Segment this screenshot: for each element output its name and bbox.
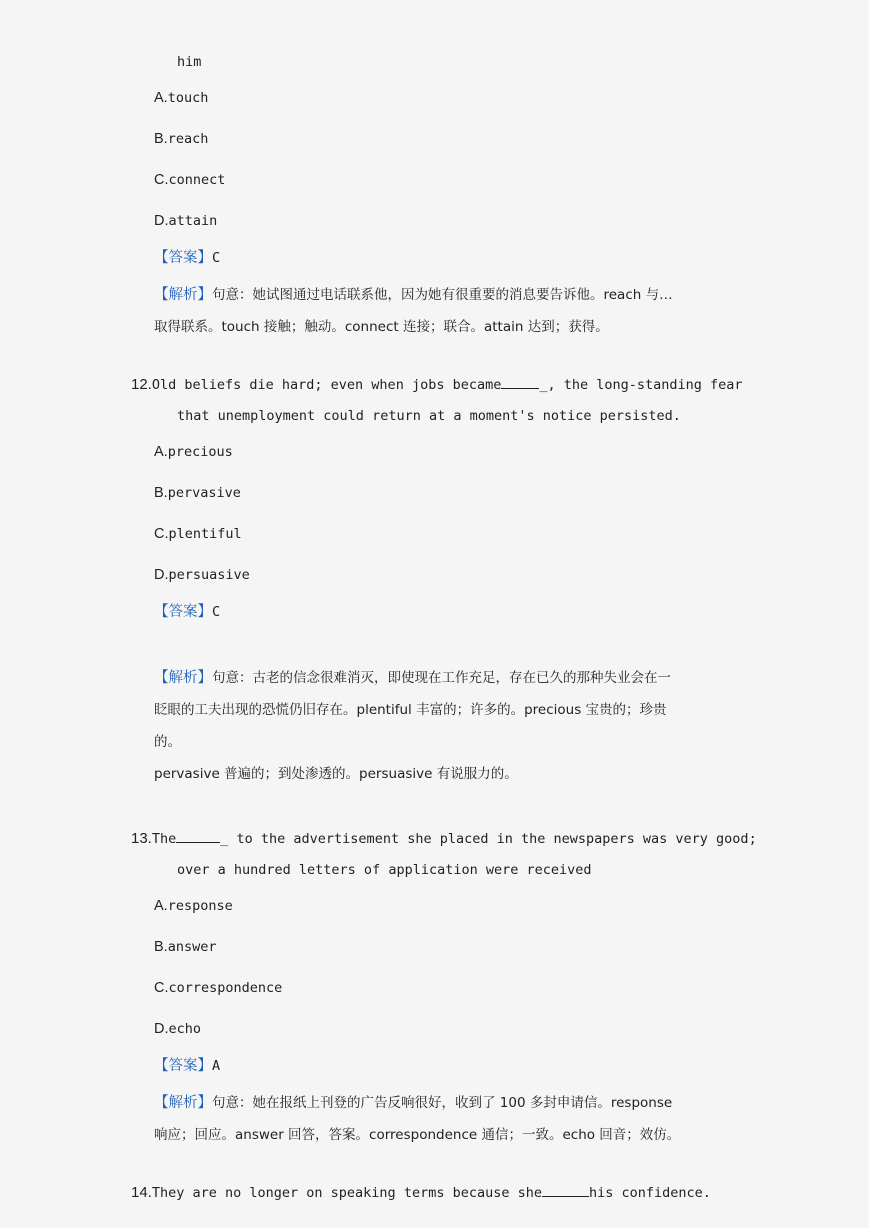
option-text: attain xyxy=(168,213,218,229)
analysis-tag: 【解析】 xyxy=(154,287,212,303)
q13-option-c[interactable] xyxy=(154,978,282,998)
blank-suffix: _ xyxy=(539,377,548,393)
option-letter: D. xyxy=(154,1021,169,1037)
analysis-text: 句意：她试图通过电话联系他，因为她有很重要的消息要告诉他。reach 与… xyxy=(212,287,673,303)
q13-option-b[interactable] xyxy=(154,937,216,957)
q11-analysis-line-2: 取得联系。touch 接触；触动。connect 连接；联合。attain 达到；获得。 xyxy=(154,319,609,335)
answer-value: C xyxy=(212,604,221,620)
option-letter: A. xyxy=(154,90,168,106)
q11-option-b[interactable] xyxy=(154,129,208,149)
q12-analysis-line-4: pervasive 普遍的；到处渗透的。persuasive 有说服力的。 xyxy=(154,766,518,782)
analysis-text: 句意：她在报纸上刊登的广告反响很好，收到了 100 多封申请信。response xyxy=(212,1095,673,1111)
q13-analysis-line-1 xyxy=(154,1093,672,1113)
option-text: reach xyxy=(167,131,209,147)
stem-text: Old beliefs die hard; even when jobs became xyxy=(151,377,502,393)
analysis-tag: 【解析】 xyxy=(154,1095,212,1111)
analysis-text: 句意：古老的信念很难消灭，即使现在工作充足，存在已久的那种失业会在一 xyxy=(212,670,671,686)
option-letter: A. xyxy=(154,444,168,460)
q11-stem-tail: him xyxy=(177,54,202,70)
option-text: response xyxy=(167,898,233,914)
option-text: precious xyxy=(167,444,233,460)
q12-option-a[interactable] xyxy=(154,442,233,462)
q14-stem-line-1 xyxy=(131,1182,711,1203)
q12-option-d[interactable] xyxy=(154,565,250,585)
option-text: echo xyxy=(168,1021,202,1037)
option-text: persuasive xyxy=(168,567,250,583)
option-letter: C. xyxy=(154,526,169,542)
q13-analysis-line-2: 响应；回应。answer 回答，答案。correspondence 通信；一致。echo 回音；效仿。 xyxy=(154,1127,681,1143)
q12-analysis-line-3: 的。 xyxy=(154,734,181,750)
option-letter: C. xyxy=(154,980,169,996)
q13-answer xyxy=(154,1056,220,1076)
q12-answer xyxy=(154,602,220,622)
question-number: 13. xyxy=(131,830,152,847)
stem-text: The xyxy=(151,831,177,847)
q12-option-c[interactable] xyxy=(154,524,242,544)
option-text: touch xyxy=(167,90,209,106)
answer-blank xyxy=(176,828,220,843)
answer-value: C xyxy=(212,250,221,266)
blank-suffix: _ xyxy=(220,831,229,847)
q13-option-a[interactable] xyxy=(154,896,233,916)
q11-answer xyxy=(154,248,220,268)
option-letter: B. xyxy=(154,131,168,147)
option-letter: A. xyxy=(154,898,168,914)
q11-analysis-line-1 xyxy=(154,285,673,305)
option-text: connect xyxy=(168,172,226,188)
option-letter: C. xyxy=(154,172,169,188)
q12-stem-line-2: that unemployment could return at a moment's notice persisted. xyxy=(177,408,681,424)
answer-tag: 【答案】 xyxy=(154,604,212,620)
q12-stem-line-1 xyxy=(131,374,743,395)
option-letter: D. xyxy=(154,213,169,229)
answer-value: A xyxy=(212,1058,221,1074)
answer-blank xyxy=(501,374,539,389)
answer-tag: 【答案】 xyxy=(154,1058,212,1074)
stem-text: to the advertisement she placed in the newspapers was very good; xyxy=(228,831,757,847)
q13-option-d[interactable] xyxy=(154,1019,201,1039)
q11-option-a[interactable] xyxy=(154,88,208,108)
stem-text: his confidence. xyxy=(589,1185,711,1201)
answer-tag: 【答案】 xyxy=(154,250,212,266)
q12-analysis-line-1 xyxy=(154,668,671,688)
q11-option-d[interactable] xyxy=(154,211,217,231)
analysis-tag: 【解析】 xyxy=(154,670,212,686)
q12-option-b[interactable] xyxy=(154,483,241,503)
answer-blank xyxy=(542,1182,589,1197)
stem-text: They are no longer on speaking terms because she xyxy=(151,1185,542,1201)
option-letter: B. xyxy=(154,939,168,955)
option-text: answer xyxy=(167,939,217,955)
question-number: 12. xyxy=(131,376,152,393)
q13-stem-line-1 xyxy=(131,828,757,849)
question-number: 14. xyxy=(131,1184,152,1201)
option-text: plentiful xyxy=(168,526,242,542)
q11-option-c[interactable] xyxy=(154,170,225,190)
option-text: pervasive xyxy=(167,485,241,501)
option-text: correspondence xyxy=(168,980,283,996)
option-letter: B. xyxy=(154,485,168,501)
option-letter: D. xyxy=(154,567,169,583)
q12-analysis-line-2: 眨眼的工夫出现的恐慌仍旧存在。plentiful 丰富的；许多的。precious 宝贵的；珍贵 xyxy=(154,702,667,718)
stem-text: , the long-standing fear xyxy=(547,377,743,393)
q13-stem-line-2: over a hundred letters of application were received xyxy=(177,862,592,878)
